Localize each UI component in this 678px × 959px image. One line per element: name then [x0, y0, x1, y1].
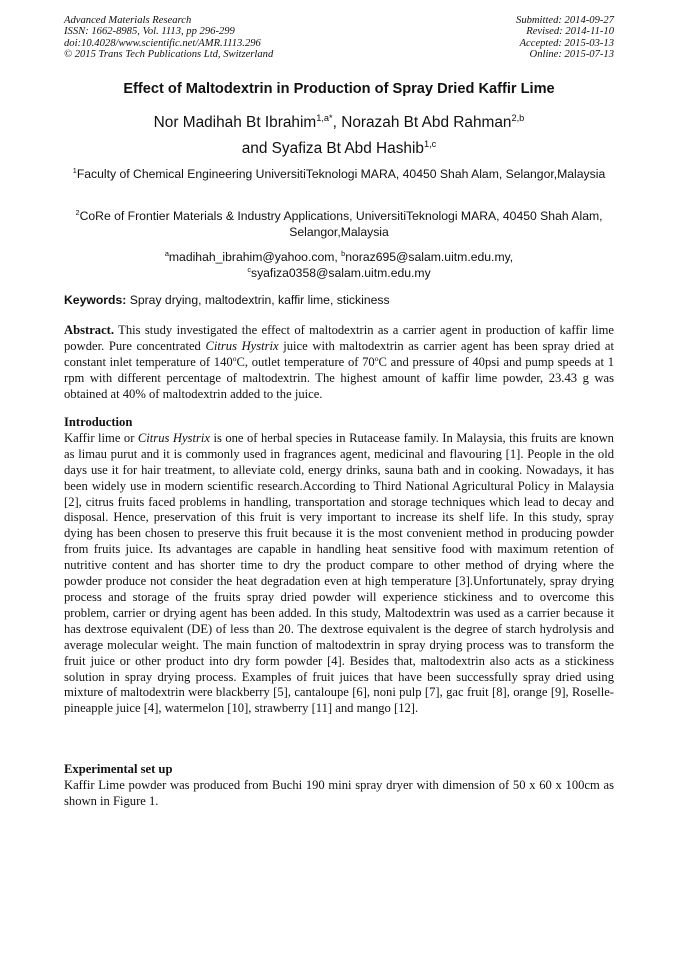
author-line-1: Nor Madihah Bt Ibrahim$^{1,a*}$, Norazah Bt Abd Rahman$^{2,b}$: [153, 112, 525, 131]
email-a[interactable]: madihah_ibrahim@yahoo.com,: [168, 250, 342, 264]
introduction-section: Introduction Kaffir lime or Citrus Hystrix is one of herbal species in Rutacease family. In Malaysia, this fruits are known as limau purut and it is commonly used in fragrances agent, medicinal and flavouring [1]. People in the old days use it for hair treatment, to alleviate cold, energy drinks, sauna bath and in cooking. Nowadays, it has been widely use in modern scientific research.According to Third National Agricultural Policy in Malaysia [2], citrus fruits faced problems in handling, transportation and storage techniques which lead to decay and disposal. Hence, preservation of this fruit is very important to increase its shelf life. In this study, spray dying has been chosen to preserve this fruit because it is the most convenient method in producing powder from fruits juice. Its advantages are capable in handling heat sensitive food with maximum retention of nutritive content and has shorter time to dry the product compare to other method of drying where the powder produce not consider the heat degradation even at high temperature [3].Unfortunately, spray drying process and storage of the fruits spray dried powder will experience stickiness and to overcome this problem, carrier or drying agent has been added. In this study, Maltodextrin was used as a carrier because it has dextrose equivalent (DE) of less than 20. The dextrose equivalent is the degree of starch hydrolysis and average molecular weight. The main function of maltodextrin in spray drying process was to transform the fruit juice or other product into dry form powder [4]. Besides that, maltodextrin also acts as a stickiness solution in spray drying process. Examples of fruit juices that have been successfully spray dried using mixture of maltodextrin were blackberry [5], cantaloupe [6], noni pulp [7], gac fruit [8], orange [9], Roselle-pineapple juice [4], watermelon [10], strawberry [11] and mango [12].: [64, 415, 614, 716]
email-b[interactable]: noraz695@salam.uitm.edu.my,: [345, 250, 514, 264]
author-list: [64, 110, 614, 162]
experimental-setup-section: [64, 762, 614, 810]
keywords-text: Spray drying, maltodextrin, kaffir lime, stickiness: [126, 293, 390, 307]
author-1: Nor Madihah Bt Ibrahim: [153, 114, 317, 131]
author-2: Norazah Bt Abd Rahman: [341, 114, 512, 131]
paper-title: Effect of Maltodextrin in Production of Spray Dried Kaffir Lime: [123, 81, 555, 97]
email-c[interactable]: syafiza0358@salam.uitm.edu.my: [250, 265, 431, 280]
abstract-label: Abstract.: [64, 323, 115, 337]
journal-header-right: [516, 15, 614, 60]
revised-date: Revised: 2014-11-10: [526, 26, 614, 38]
author-line-2: and Syafiza Bt Abd Hashib$^{1,c}$: [241, 138, 437, 157]
journal-name: Advanced Materials Research: [64, 15, 192, 26]
author-emails: $^a$madihah_ibrahim@yahoo.com, $^b$noraz695@salam.uitm.edu.my, $^c$syafiza0358@salam.uitm.edu.my: [164, 248, 514, 280]
author-3: Syafiza Bt Abd Hashib: [271, 140, 424, 157]
online-date: Online: 2015-07-13: [529, 48, 614, 60]
copyright-line: © 2015 Trans Tech Publications Ltd, Switzerland: [64, 48, 274, 60]
keywords: [64, 293, 390, 307]
introduction-heading: Introduction: [64, 415, 133, 429]
affiliation-2: $^2$CoRe of Frontier Materials & Industry Applications, UniversitiTeknologi MARA, 40450 Shah Alam, Selangor,Malaysia: [75, 207, 603, 239]
accepted-date: Accepted: 2015-03-13: [519, 37, 614, 49]
abstract: Abstract. This study investigated the effect of maltodextrin as a carrier agent in production of kaffir lime powder. Pure concentrated Citrus Hystrix juice with maltodextrin as carrier agent has been spray dried at constant inlet temperature of 140$^o$C, outlet temperature of 70$^o$C and pressure of 40psi and pump speeds at 1 rpm with different percentage of maltodextrin. The highest amount of kaffir lime powder, 23.43 g was obtained at 40% of maltodextrin added to the juice.: [64, 323, 614, 401]
setup-text: Kaffir Lime powder was produced from Buchi 190 mini spray dryer with dimension of 50 x 60 x 100cm as shown in Figure 1.: [64, 777, 614, 808]
affiliation-1: $^1$Faculty of Chemical Engineering UniversitiTeknologi MARA, 40450 Shah Alam, Selangor,Malaysia: [72, 165, 606, 181]
setup-heading: Experimental set up: [64, 762, 173, 776]
keywords-label: Keywords:: [64, 293, 127, 307]
journal-header-left: [64, 15, 273, 60]
submitted-date: Submitted: 2014-09-27: [516, 15, 614, 26]
issn-line: ISSN: 1662-8985, Vol. 1113, pp 296-299: [64, 26, 235, 38]
doi-line[interactable]: doi:10.4028/www.scientific.net/AMR.1113.296: [64, 37, 261, 49]
